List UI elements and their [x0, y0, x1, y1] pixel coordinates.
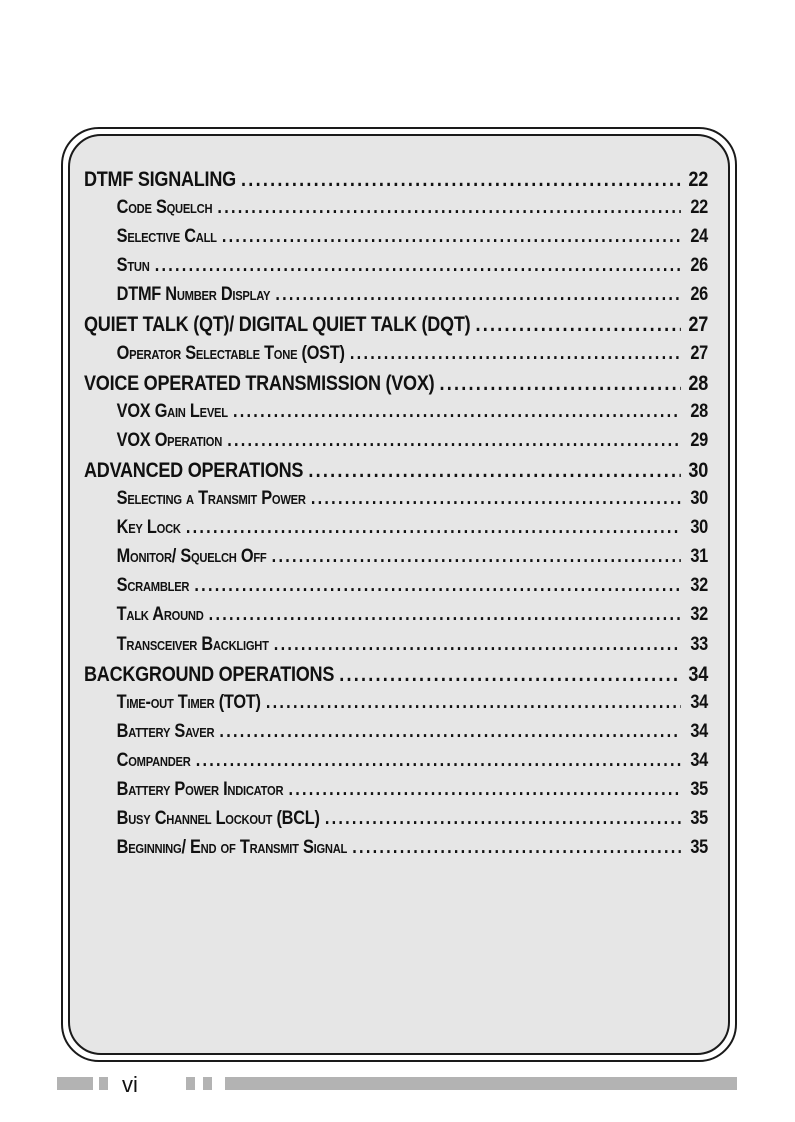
dot-leader: [186, 517, 681, 539]
toc-entry-page: 34: [690, 720, 708, 742]
dot-leader: [272, 546, 681, 568]
toc-entry-page: 24: [690, 226, 708, 248]
toc-entry-page: 31: [690, 546, 708, 568]
dot-leader: [219, 721, 680, 743]
toc-entry-page: 35: [690, 837, 708, 859]
footer-bar-segment: [57, 1077, 93, 1090]
toc-entry-page: 35: [690, 778, 708, 800]
toc-entry-page: 32: [690, 604, 708, 626]
dot-leader: [266, 692, 681, 714]
dot-leader: [275, 284, 680, 306]
toc-entry-title: Scrambler: [116, 575, 190, 597]
toc-entry[interactable]: [84, 779, 708, 808]
toc-entry-title: Beginning/ End of Transmit Signal: [116, 837, 348, 859]
toc-entry[interactable]: [84, 750, 708, 779]
toc-entry-title: Code Squelch: [116, 197, 213, 219]
toc-entry-title: Operator Selectable Tone (OST): [116, 342, 345, 364]
toc-entry[interactable]: [84, 634, 708, 663]
toc-entry-page: 29: [690, 429, 708, 451]
dot-leader: [233, 401, 681, 423]
dot-leader: [308, 459, 680, 483]
toc-entry-page: 28: [690, 400, 708, 422]
toc-entry[interactable]: [84, 313, 708, 342]
dot-leader: [222, 226, 681, 248]
dot-leader: [227, 430, 680, 452]
toc-entry-page: 35: [690, 808, 708, 830]
toc-entry-page: 34: [690, 691, 708, 713]
footer-bar-long: [225, 1077, 737, 1090]
toc-entry-title: Stun: [116, 255, 150, 277]
toc-entry-title: Compander: [116, 749, 191, 771]
toc-entry-title: Battery Power Indicator: [116, 778, 284, 800]
dot-leader: [196, 750, 681, 772]
dot-leader: [352, 837, 680, 859]
table-of-contents: [84, 168, 708, 866]
dot-leader: [209, 604, 681, 626]
toc-entry-title: DTMF SIGNALING: [84, 168, 236, 191]
dot-leader: [311, 488, 681, 510]
toc-entry[interactable]: [84, 459, 708, 488]
toc-entry-page: 22: [688, 168, 708, 191]
dot-leader: [155, 255, 681, 277]
page-footer: [0, 1072, 795, 1098]
toc-entry-page: 30: [690, 517, 708, 539]
dot-leader: [241, 168, 680, 192]
dot-leader: [476, 313, 681, 337]
toc-entry-title: Battery Saver: [116, 720, 215, 742]
toc-entry-page: 27: [690, 342, 708, 364]
toc-entry-title: Busy Channel Lockout (BCL): [116, 808, 320, 830]
toc-entry-page: 32: [690, 575, 708, 597]
dot-leader: [288, 779, 680, 801]
toc-entry-page: 33: [690, 633, 708, 655]
toc-entry-title: VOX Operation: [116, 429, 223, 451]
toc-entry[interactable]: [84, 663, 708, 692]
toc-entry[interactable]: [84, 401, 708, 430]
dot-leader: [325, 808, 681, 830]
dot-leader: [217, 197, 680, 219]
toc-entry-title: Monitor/ Squelch Off: [116, 546, 267, 568]
toc-entry[interactable]: [84, 575, 708, 604]
toc-entry-title: ADVANCED OPERATIONS: [84, 458, 304, 482]
footer-bar-segment: [203, 1077, 212, 1090]
toc-entry[interactable]: [84, 168, 708, 197]
toc-entry-title: VOICE OPERATED TRANSMISSION (VOX): [84, 371, 435, 395]
dot-leader: [274, 634, 681, 656]
page-number: vi: [122, 1072, 138, 1097]
toc-entry[interactable]: [84, 546, 708, 575]
toc-entry-page: 27: [688, 313, 708, 337]
toc-entry-title: BACKGROUND OPERATIONS: [84, 662, 335, 686]
toc-entry[interactable]: [84, 808, 708, 837]
toc-entry-page: 34: [690, 749, 708, 771]
dot-leader: [440, 372, 681, 396]
toc-entry[interactable]: [84, 488, 708, 517]
toc-entry[interactable]: [84, 430, 708, 459]
toc-entry-title: Talk Around: [116, 604, 204, 626]
toc-entry-title: Transceiver Backlight: [116, 633, 269, 655]
toc-entry[interactable]: [84, 837, 708, 866]
toc-entry-page: 22: [690, 197, 708, 219]
toc-entry-page: 26: [690, 284, 708, 306]
toc-entry[interactable]: [84, 604, 708, 633]
footer-bar-segment: [99, 1077, 108, 1090]
dot-leader: [339, 663, 680, 687]
toc-entry[interactable]: [84, 197, 708, 226]
dot-leader: [350, 343, 681, 365]
toc-entry-page: 30: [688, 458, 708, 482]
toc-entry-page: 34: [688, 662, 708, 686]
toc-entry[interactable]: [84, 372, 708, 401]
toc-entry-title: Key Lock: [116, 517, 181, 539]
toc-entry-title: QUIET TALK (QT)/ DIGITAL QUIET TALK (DQT): [84, 313, 471, 337]
toc-entry[interactable]: [84, 284, 708, 313]
toc-entry[interactable]: [84, 517, 708, 546]
toc-entry-title: DTMF Number Display: [116, 284, 271, 306]
toc-entry[interactable]: [84, 343, 708, 372]
toc-entry[interactable]: [84, 255, 708, 284]
toc-entry-title: VOX Gain Level: [116, 400, 228, 422]
dot-leader: [194, 575, 680, 597]
toc-entry[interactable]: [84, 721, 708, 750]
toc-entry-title: Selecting a Transmit Power: [116, 488, 306, 510]
toc-entry[interactable]: [84, 226, 708, 255]
footer-bar-segment: [186, 1077, 195, 1090]
toc-entry-page: 26: [690, 255, 708, 277]
toc-entry-title: Time-out Timer (TOT): [116, 691, 261, 713]
toc-entry[interactable]: [84, 692, 708, 721]
toc-entry-title: Selective Call: [116, 226, 217, 248]
toc-entry-page: 28: [688, 371, 708, 395]
toc-entry-page: 30: [690, 488, 708, 510]
